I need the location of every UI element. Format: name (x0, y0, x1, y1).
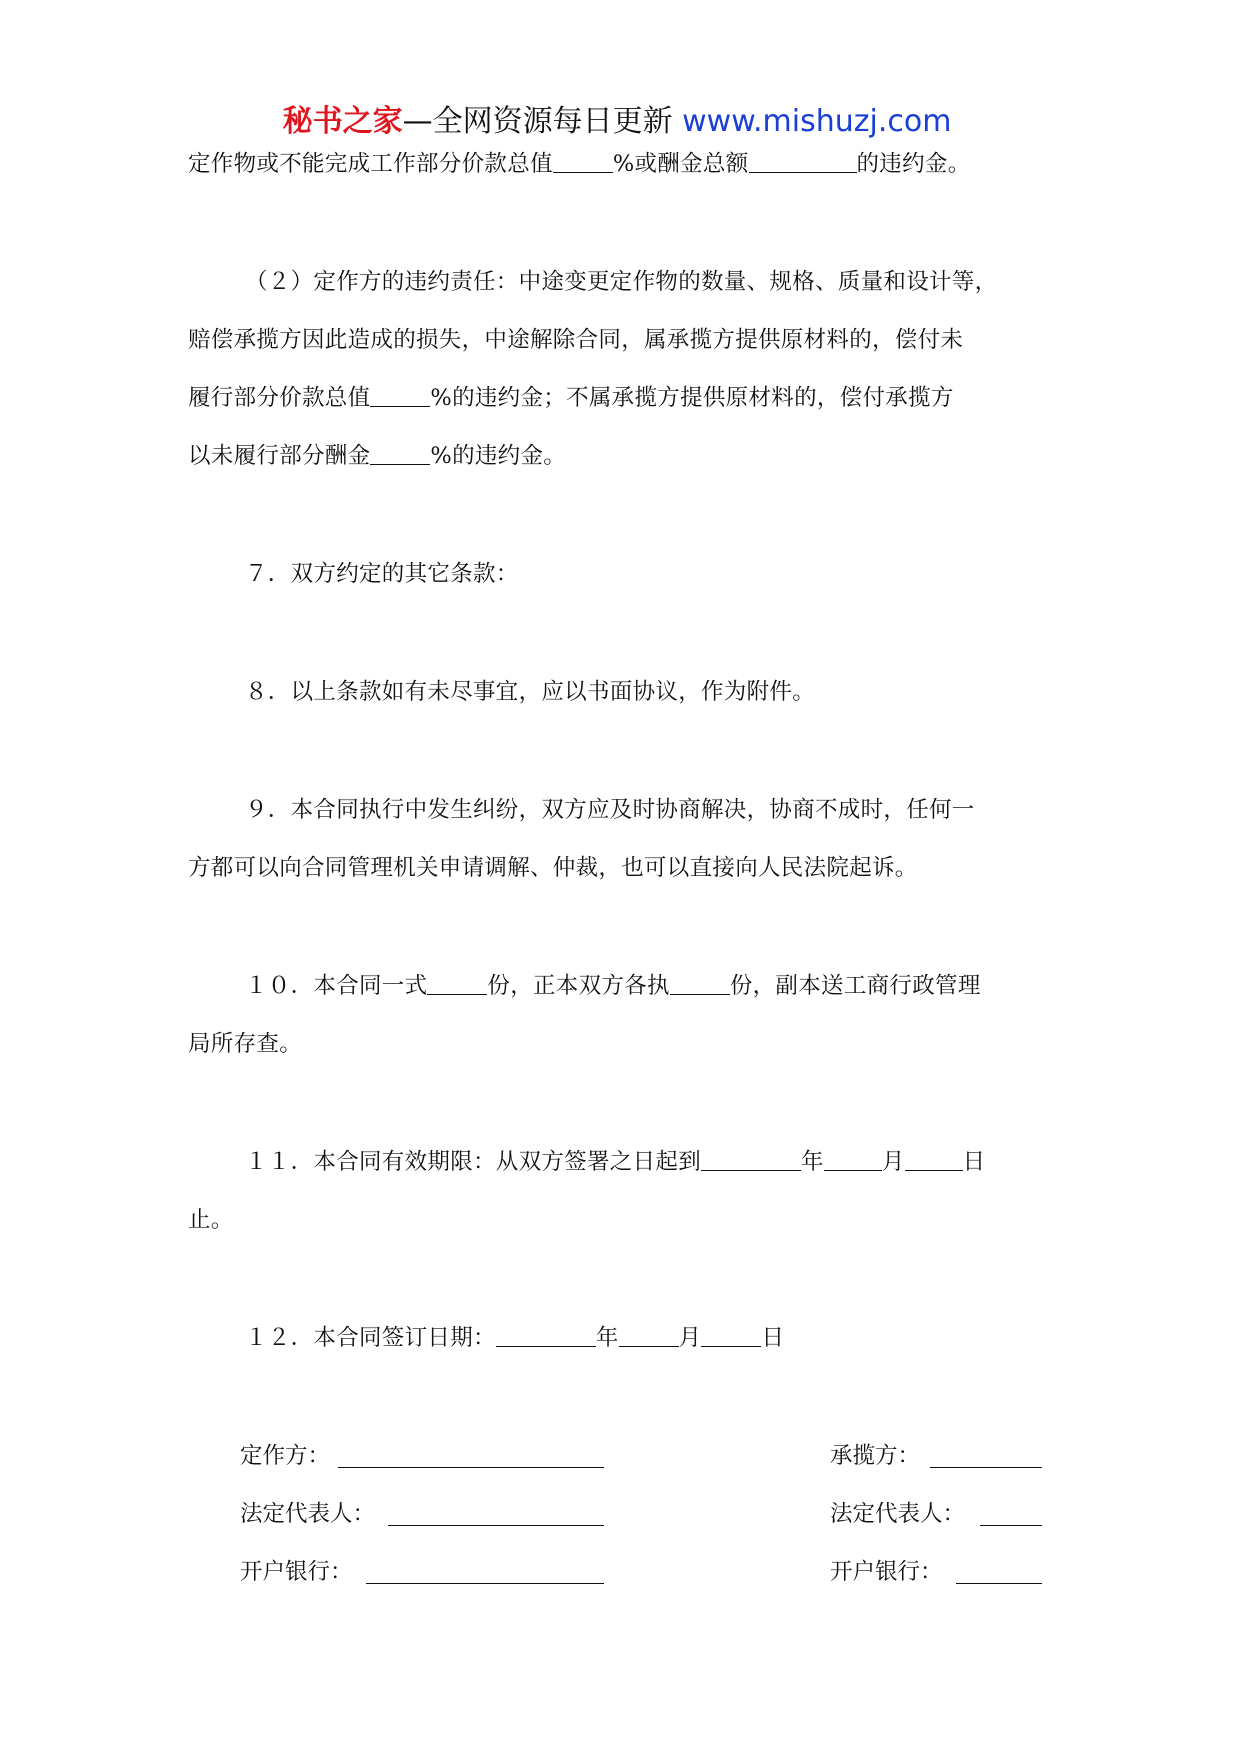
text-segment: 年 (801, 1149, 824, 1175)
text-segment: ８．以上条款如有未尽事宜，应以书面协议，作为附件。 (245, 679, 816, 705)
text-segment: 份，副本送工商行政管理 (729, 973, 981, 999)
text-line (245, 1322, 784, 1354)
text-line (188, 382, 954, 414)
text-line (245, 794, 975, 826)
text-segment: 年 (595, 1325, 619, 1351)
blank-field (701, 1324, 761, 1347)
text-line (245, 266, 997, 298)
text-segment: １１．本合同有效期限：从双方签署之日起到 (245, 1149, 702, 1175)
blank-field (701, 1148, 801, 1171)
text-line (245, 676, 815, 708)
blank-field (905, 1148, 963, 1171)
blank-field (427, 972, 487, 995)
text-segment: 方都可以向合同管理机关申请调解、仲裁，也可以直接向人民法院起诉。 (188, 855, 918, 881)
text-line (188, 148, 971, 180)
brand-name: 秘书之家 (282, 104, 403, 139)
text-segment: 日 (962, 1149, 986, 1175)
sig-label-bank-left: 开户银行： (240, 1559, 353, 1585)
text-segment: 月 (678, 1325, 702, 1351)
sig-blank (338, 1467, 604, 1468)
sig-blank (956, 1583, 1042, 1584)
text-segment: 的违约金。 (856, 151, 971, 177)
watermark-header (0, 102, 1234, 142)
sig-blank (930, 1467, 1042, 1468)
text-segment: 定作物或不能完成工作部分价款总值 (188, 151, 553, 177)
sig-label-rep-right: 法定代表人： (830, 1501, 966, 1527)
text-segment: 份，正本双方各执 (487, 973, 670, 999)
text-segment: ９．本合同执行中发生纠纷，双方应及时协商解决，协商不成时，任何一 (245, 797, 975, 823)
text-line (188, 324, 963, 356)
blank-field (670, 972, 730, 995)
sig-label-rep-left: 法定代表人： (240, 1501, 376, 1527)
blank-field (619, 1324, 679, 1347)
text-segment: ７．双方约定的其它条款： (245, 561, 519, 587)
site-url[interactable]: www.mishuzj.com (682, 104, 952, 139)
text-segment: 赔偿承揽方因此造成的损失，中途解除合同，属承揽方提供原材料的，偿付未 (188, 327, 964, 353)
text-line (188, 1028, 302, 1060)
blank-field (496, 1324, 596, 1347)
text-line (245, 1146, 985, 1178)
text-line (188, 852, 918, 884)
text-segment: %的违约金。 (430, 443, 567, 469)
text-segment: １０．本合同一式 (245, 973, 428, 999)
blank-field (370, 442, 430, 465)
blank-field (553, 150, 613, 173)
blank-field (749, 150, 857, 173)
text-segment: 局所存查。 (188, 1031, 303, 1057)
text-segment: 月 (881, 1149, 905, 1175)
sig-label-contractor: 定作方： (240, 1443, 331, 1469)
blank-field (824, 1148, 882, 1171)
sig-label-bank-right: 开户银行： (830, 1559, 943, 1585)
text-line (188, 1204, 234, 1236)
tagline: —全网资源每日更新 (402, 104, 673, 139)
text-segment: 日 (761, 1325, 785, 1351)
sig-blank (388, 1525, 604, 1526)
text-segment: 止。 (188, 1207, 234, 1233)
blank-field (370, 384, 430, 407)
text-segment: （２）定作方的违约责任：中途变更定作物的数量、规格、质量和设计等， (245, 269, 998, 295)
sig-blank (980, 1525, 1042, 1526)
text-segment: 履行部分价款总值 (188, 385, 371, 411)
text-segment: １２．本合同签订日期： (245, 1325, 496, 1351)
sig-blank (366, 1583, 604, 1584)
text-segment: %或酬金总额 (612, 151, 749, 177)
text-segment: %的违约金；不属承揽方提供原材料的，偿付承揽方 (430, 385, 954, 411)
sig-label-undertaker: 承揽方： (830, 1443, 921, 1469)
text-line (188, 440, 566, 472)
text-line (245, 558, 519, 590)
text-line (245, 970, 981, 1002)
text-segment: 以未履行部分酬金 (188, 443, 371, 469)
